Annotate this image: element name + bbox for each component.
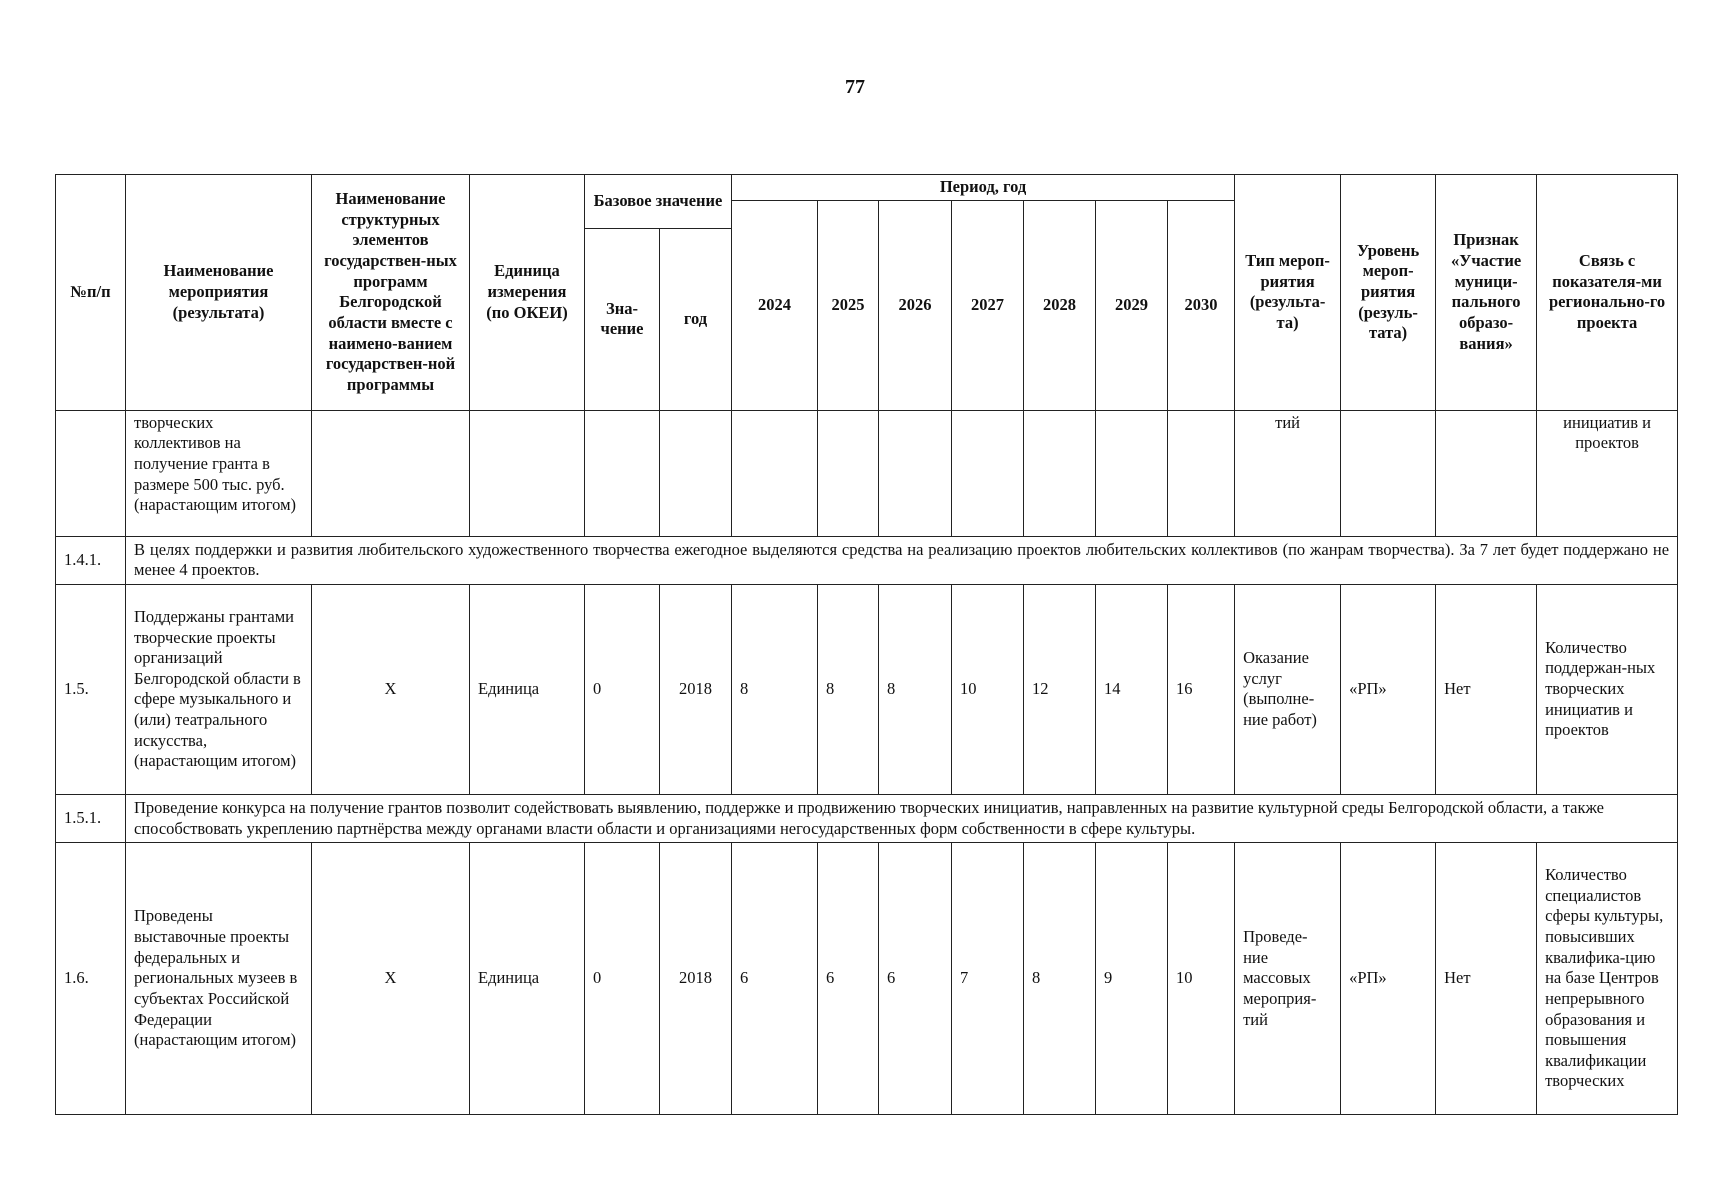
row-1-5-1-num: 1.5.1.	[56, 794, 126, 842]
measures-table	[55, 174, 1678, 1115]
row-1-6-value-2030: 10	[1168, 843, 1235, 1115]
row-1-6-value-2024: 6	[732, 843, 818, 1115]
header-period: Период, год	[732, 175, 1235, 201]
row-1-6-type: Проведе-ние массовых мероприя-тий	[1235, 843, 1341, 1115]
header-base-value: Зна-чение	[585, 228, 660, 410]
row-1-5-1-description: Проведение конкурса на получение грантов позволит содействовать выявлению, поддержке и продвижению творческих инициатив, направленных на развитие культурной среды Белгородской области, а также способствовать укреплению партнёрства между органами власти области и организациями негосударственных форм собственности в сфере культуры.	[126, 794, 1678, 842]
row-1-5-value-2026: 8	[879, 584, 952, 794]
continuation-name: творческих коллективов на получение гранта в размере 500 тыс. руб. (нарастающим итогом)	[126, 410, 312, 536]
row-1-6-name: Проведены выставочные проекты федеральных и региональных музеев в субъектах Российской Федерации (нарастающим итогом)	[126, 843, 312, 1115]
header-year-2030: 2030	[1168, 200, 1235, 410]
row-1-6-num: 1.6.	[56, 843, 126, 1115]
table-row-1-4-1	[56, 536, 1678, 584]
row-1-6-municipal: Нет	[1436, 843, 1537, 1115]
row-1-5-link: Количество поддержан-ных творческих инициатив и проектов	[1537, 584, 1678, 794]
header-year-2028: 2028	[1024, 200, 1096, 410]
continuation-link: инициатив и проектов	[1537, 410, 1678, 536]
page-number: 77	[845, 76, 865, 98]
table-row-continuation	[56, 410, 1678, 536]
row-1-6-unit: Единица	[470, 843, 585, 1115]
header-municipal: Признак «Участие муници-пального образо-вания»	[1436, 175, 1537, 411]
row-1-5-num: 1.5.	[56, 584, 126, 794]
continuation-type: тий	[1235, 410, 1341, 536]
header-level: Уровень мероп-риятия (резуль-тата)	[1341, 175, 1436, 411]
row-1-5-base-year: 2018	[660, 584, 732, 794]
header-year-2027: 2027	[952, 200, 1024, 410]
header-year-2024: 2024	[732, 200, 818, 410]
row-1-5-municipal: Нет	[1436, 584, 1537, 794]
row-1-6-base-value: 0	[585, 843, 660, 1115]
row-1-6-value-2025: 6	[818, 843, 879, 1115]
table-row-1-5-1	[56, 794, 1678, 842]
table-row-1-5	[56, 584, 1678, 794]
row-1-6-link: Количество специалистов сферы культуры, повысивших квалифика-цию на базе Центров непрерывного образования и повышения квалификации творческих	[1537, 843, 1678, 1115]
row-1-5-value-2024: 8	[732, 584, 818, 794]
header-name: Наименование мероприятия (результата)	[126, 175, 312, 411]
row-1-6-level: «РП»	[1341, 843, 1436, 1115]
row-1-5-value-2027: 10	[952, 584, 1024, 794]
header-link: Связь с показателя-ми регионально-го проекта	[1537, 175, 1678, 411]
row-1-5-level: «РП»	[1341, 584, 1436, 794]
header-unit: Единица измерения (по ОКЕИ)	[470, 175, 585, 411]
row-1-6-structural: Х	[312, 843, 470, 1115]
header-year-2026: 2026	[879, 200, 952, 410]
header-year-2025: 2025	[818, 200, 879, 410]
header-base-year: год	[660, 228, 732, 410]
row-1-6-value-2027: 7	[952, 843, 1024, 1115]
header-structural: Наименование структурных элементов государствен-ных программ Белгородской области вместе с наимено-ванием государствен-ной программы	[312, 175, 470, 411]
row-1-5-value-2030: 16	[1168, 584, 1235, 794]
header-year-2029: 2029	[1096, 200, 1168, 410]
header-type: Тип мероп-риятия (результа-та)	[1235, 175, 1341, 411]
row-1-5-value-2028: 12	[1024, 584, 1096, 794]
row-1-6-value-2026: 6	[879, 843, 952, 1115]
row-1-6-value-2028: 8	[1024, 843, 1096, 1115]
row-1-6-base-year: 2018	[660, 843, 732, 1115]
row-1-5-structural: Х	[312, 584, 470, 794]
row-1-5-name: Поддержаны грантами творческие проекты организаций Белгородской области в сфере музыкального и (или) театрального искусства, (нарастающим итогом)	[126, 584, 312, 794]
row-1-5-value-2029: 14	[1096, 584, 1168, 794]
header-base: Базовое значение	[585, 175, 732, 229]
table-row-1-6	[56, 843, 1678, 1115]
row-1-5-base-value: 0	[585, 584, 660, 794]
header-num: №п/п	[56, 175, 126, 411]
row-1-4-1-num: 1.4.1.	[56, 536, 126, 584]
row-1-4-1-description: В целях поддержки и развития любительского художественного творчества ежегодное выделяются средства на реализацию проектов любительских коллективов (по жанрам творчества). За 7 лет будет поддержано не менее 4 проектов.	[126, 536, 1678, 584]
row-1-5-value-2025: 8	[818, 584, 879, 794]
row-1-6-value-2029: 9	[1096, 843, 1168, 1115]
row-1-5-type: Оказание услуг (выполне-ние работ)	[1235, 584, 1341, 794]
row-1-5-unit: Единица	[470, 584, 585, 794]
